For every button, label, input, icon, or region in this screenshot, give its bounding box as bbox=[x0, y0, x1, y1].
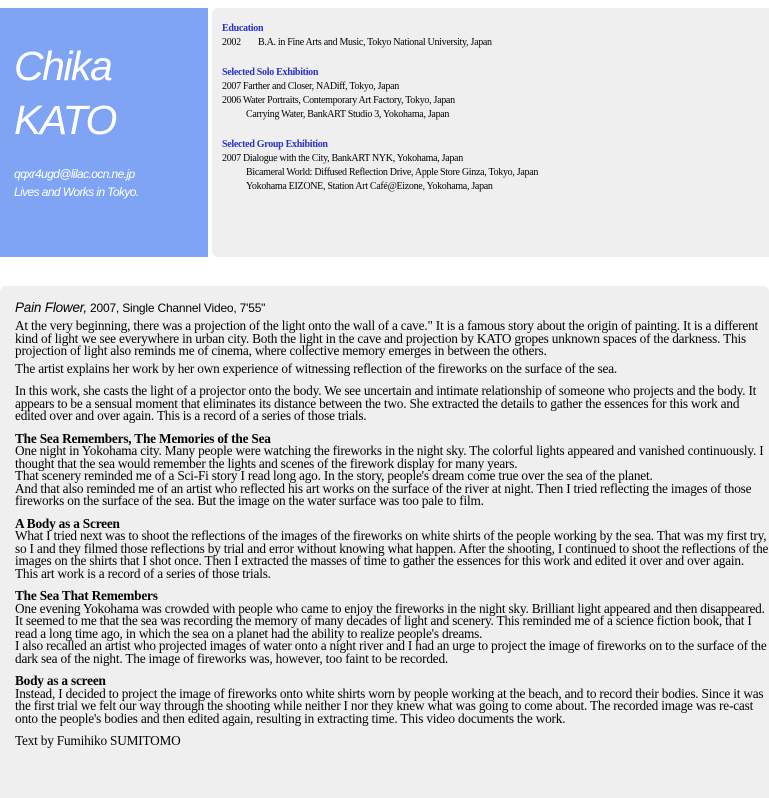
education-row bbox=[222, 36, 769, 50]
contact-block bbox=[14, 165, 139, 201]
group-exhibition-row: Bicameral World: Diffused Reflection Drive, Apple Store Ginza, Tokyo, Japan bbox=[246, 167, 539, 178]
artist-name-card bbox=[0, 8, 208, 257]
section-paragraph: I also recalled an artist who projected images of water onto a night river and I had an urge to project the image of fireworks on to the surface of the dark sea of the night. The image of fireworks was, however, too faint to be recorded. bbox=[15, 638, 767, 666]
artist-first-name: Chika bbox=[14, 43, 112, 89]
intro-paragraph: The artist explains her work by her own experience of witnessing reflection of the fireworks on the surface of the sea. bbox=[15, 360, 618, 376]
section-paragraph: That scenery reminded me of a Sci-Fi story I read long ago. In the story, people's dream come true over the sea of the planet. bbox=[15, 468, 653, 483]
group-exhibition-heading: Selected Group Exhibition bbox=[222, 139, 328, 150]
group-exhibition-row: Yokohama EIZONE, Station Art Café@Eizone, Yokohama, Japan bbox=[246, 181, 493, 192]
intro-paragraph: In this work, she casts the light of a projector onto the body. We see uncertain and intimate relationship of someone who projects and the body. It appears to be a sensual moment that eliminates its distance between the two. She extracted the details to gather the essences for this work and edited over and over again. This is a record of a series of those trials. bbox=[15, 383, 757, 423]
section-heading: The Sea That Remembers bbox=[15, 588, 158, 603]
solo-exhibition-row: Carrying Water, BankART Studio 3, Yokohama, Japan bbox=[246, 109, 450, 120]
section-paragraph: And that also reminded me of an artist who reflected his art works on the surface of the river at night. Then I tried reflecting the images of those fireworks on the surface of the sea. But the image on the water surface was too pale to film. bbox=[15, 480, 752, 508]
work-title-line bbox=[15, 300, 769, 316]
education-section bbox=[222, 22, 769, 50]
education-heading: Education bbox=[222, 23, 264, 34]
solo-exhibition-heading: Selected Solo Exhibition bbox=[222, 67, 319, 78]
education-text: B.A. in Fine Arts and Music, Tokyo National University, Japan bbox=[258, 37, 492, 48]
group-exhibition-row: 2007 Dialogue with the City, BankART NYK, Yokohama, Japan bbox=[222, 153, 463, 164]
artist-email[interactable]: qqxr4ugd@lilac.ocn.ne.jp bbox=[14, 167, 135, 181]
section-heading: A Body as a Screen bbox=[15, 515, 120, 531]
section-paragraph: One evening Yokohama was crowded with people who came to enjoy the fireworks in the night sky. Brilliant light appeared and then disappeared. It seemed to me that the sea was recording the memory of many decades of light and scenery. This reminded me of a science fiction book, that I read a long time ago, in which the sea on a planet had the ability to realize people's dreams. bbox=[15, 600, 765, 641]
group-exhibition-section bbox=[222, 138, 769, 194]
cv-panel bbox=[212, 8, 769, 257]
artist-tagline: Lives and Works in Tokyo. bbox=[14, 185, 139, 199]
intro-paragraph: At the very beginning, there was a projection of the light onto the wall of a cave." It is a famous story about the origin of painting. It is a different kind of light we see everywhere in urban city. Both the light in the cave and projection by KATO gropes unknown spaces of the darkness. This projection of light also reminds me of cinema, where collective memory emerges in between the others. bbox=[15, 318, 759, 358]
education-year: 2002 bbox=[222, 37, 241, 48]
solo-exhibition-section bbox=[222, 66, 769, 122]
section-heading: Body as a screen bbox=[15, 673, 106, 688]
work-description-panel bbox=[0, 286, 769, 798]
section-paragraph: Instead, I decided to project the image of fireworks onto white shirts worn by people working at the beach, and to record their bodies. Since it was the first trial we felt our way through the shooting while neither I nor they knew what was going to come about. The recorded image was re-cast onto the people's bodies and then edited again, resulting in extracting time. This video documents the work. bbox=[15, 685, 764, 726]
work-title: Pain Flower, bbox=[15, 300, 87, 315]
artist-last-name: KATO bbox=[14, 97, 116, 143]
solo-exhibition-row: 2006 Water Portraits, Contemporary Art Factory, Tokyo, Japan bbox=[222, 95, 455, 106]
work-meta: 2007, Single Channel Video, 7'55" bbox=[86, 301, 266, 315]
section-heading: The Sea Remembers, The Memories of the Sea bbox=[15, 430, 271, 446]
text-credit: Text by Fumihiko SUMITOMO bbox=[15, 733, 181, 748]
section-paragraph: What I tried next was to shoot the reflections of the images of the fireworks on white shirts of the people working by the sea. That was my first try, so I and they filmed those reflections by trial and error without knowing what happen. After the shooting, I continued to shoot the reflections of the images on the shirts that I shot once. Then I extracted the masses of time to gather the essences for this work and edited it over and over again. This art work is a record of a series of those trials. bbox=[15, 528, 769, 581]
solo-exhibition-row: 2007 Farther and Closer, NADiff, Tokyo, Japan bbox=[222, 81, 399, 92]
section-paragraph: One night in Yokohama city. Many people were watching the fireworks in the night sky. The colorful lights appeared and vanished continuously. I thought that the sea would remember the lights and scenes of the firework display for many years. bbox=[15, 443, 764, 471]
